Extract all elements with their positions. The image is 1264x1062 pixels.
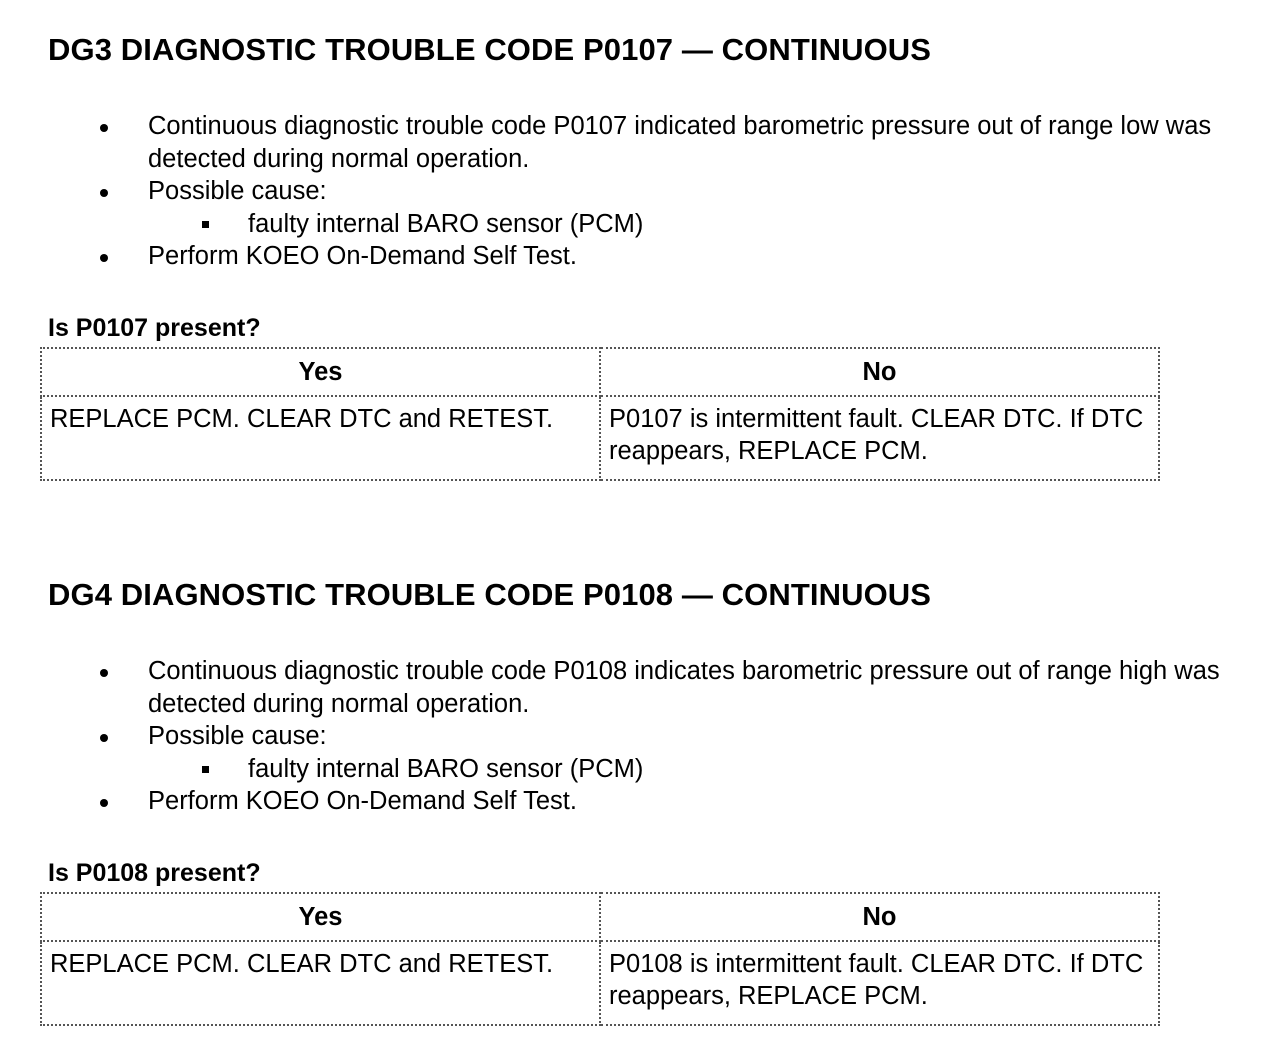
list-item [0,240,1228,273]
no-cell: P0108 is intermittent fault. CLEAR DTC. If DTC reappears, REPLACE PCM. [600,941,1159,1025]
square-bullet-icon [202,766,209,773]
square-bullet-icon [202,221,209,228]
yes-cell: REPLACE PCM. CLEAR DTC and RETEST. [41,941,600,1025]
table-header-row [41,893,1159,941]
bullet-text: Perform KOEO On-Demand Self Test. [148,242,577,270]
bullet-icon [100,254,108,262]
table-row [41,941,1159,1025]
yes-header: Yes [41,893,600,941]
no-cell: P0107 is intermittent fault. CLEAR DTC. If DTC reappears, REPLACE PCM. [600,396,1159,480]
sub-bullet-text: faulty internal BARO sensor (PCM) [248,209,644,238]
bullet-text: Possible cause: [148,722,327,750]
bullet-text: Perform KOEO On-Demand Self Test. [148,787,577,815]
bullet-list [0,110,1264,273]
no-header: No [600,348,1159,396]
list-item [0,175,1228,240]
yes-header: Yes [41,348,600,396]
table-header-row [41,348,1159,396]
list-item [148,208,1228,241]
section-title: DG3 DIAGNOSTIC TROUBLE CODE P0107 — CONTINUOUS [48,32,932,67]
decision-table [40,347,1160,481]
decision-table [40,892,1160,1026]
bullet-icon [100,669,108,677]
list-item [0,655,1228,720]
list-item [0,110,1228,175]
bullet-icon [100,799,108,807]
list-item [0,785,1228,818]
list-item [148,753,1228,786]
bullet-icon [100,734,108,742]
bullet-text: Continuous diagnostic trouble code P0107 indicated barometric pressure out of range low was detected during normal operation. [148,112,1212,173]
bullet-list [0,655,1264,818]
no-header: No [600,893,1159,941]
bullet-icon [100,189,108,197]
table-row [41,396,1159,480]
question-heading: Is P0107 present? [48,314,261,342]
sub-bullet-list [148,208,1228,241]
yes-cell: REPLACE PCM. CLEAR DTC and RETEST. [41,396,600,480]
section-title: DG4 DIAGNOSTIC TROUBLE CODE P0108 — CONTINUOUS [48,577,932,612]
bullet-icon [100,124,108,132]
sub-bullet-text: faulty internal BARO sensor (PCM) [248,754,644,783]
bullet-text: Possible cause: [148,177,327,205]
bullet-text: Continuous diagnostic trouble code P0108 indicates barometric pressure out of range high was detected during normal operation. [148,657,1220,718]
sub-bullet-list [148,753,1228,786]
list-item [0,720,1228,785]
question-heading: Is P0108 present? [48,859,261,887]
